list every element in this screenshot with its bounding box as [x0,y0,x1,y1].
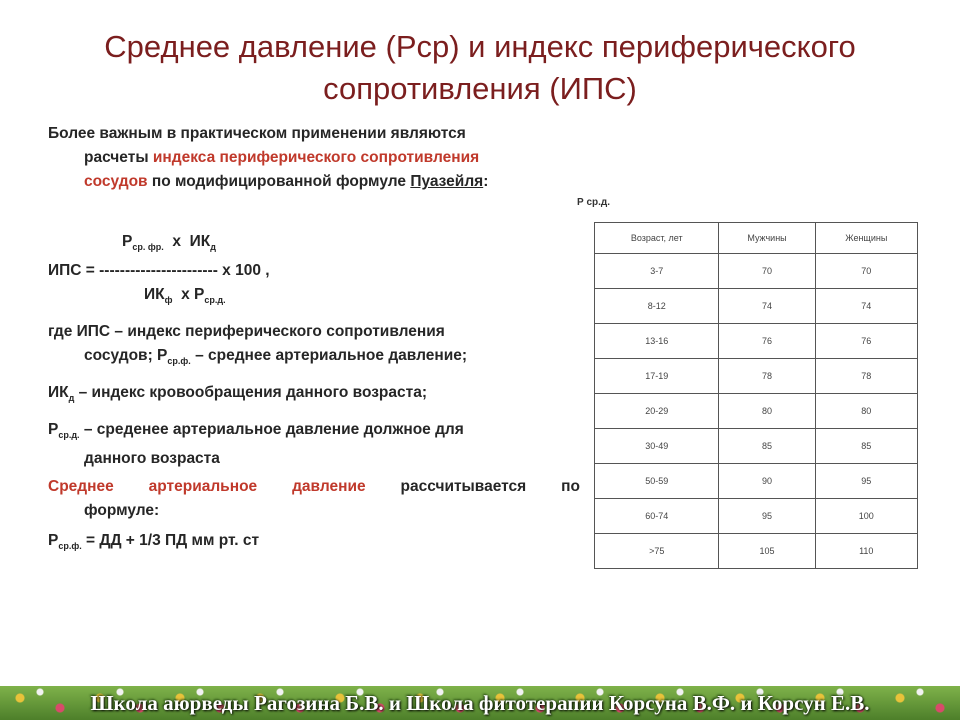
formula-symbol: ИК [144,286,165,304]
cell-age: 60-74 [595,499,719,534]
cell-men: 105 [719,534,815,569]
intro-highlight: индекса периферического сопротивления [152,149,480,166]
cell-age: 30-49 [595,429,719,464]
cell-men: 80 [719,394,815,429]
definition-symbol: Р [48,421,59,439]
intro-text: по модифицированной формуле [147,173,411,190]
definition-text: данного возраста [84,450,220,468]
header-men: Мужчины [719,223,815,254]
definition-text: – среденее артериальное давление должное для [79,421,464,439]
avg-highlight: Среднее [48,478,114,496]
definition-symbol: ИК [48,384,69,402]
cell-age: 3-7 [595,254,719,289]
avg-text: формуле: [84,502,160,520]
cell-women: 76 [815,324,917,359]
cell-men: 85 [719,429,815,464]
definition-text: сосудов; Р [84,347,168,365]
intro-highlight: сосудов [84,173,148,190]
table-row [595,289,918,324]
avg-line2 [48,499,580,523]
cell-women: 85 [815,429,917,464]
cell-women: 70 [815,254,917,289]
slide-title-line1: Среднее давление (Рср) и индекс периферического [104,29,856,64]
formula-text: = ДД + 1/3 ПД мм рт. ст [81,532,260,550]
table-header-row [595,223,918,254]
formula-subscript: ср.д. [204,295,226,306]
formula-subscript: д [210,242,216,253]
table-row [595,499,918,534]
avg-highlight: артериальное [148,478,258,496]
intro-line2 [48,146,580,170]
formula-subscript: ср.ф. [58,541,82,552]
formula-text: ИПС = ----------------------- х 100 , [48,262,270,280]
intro-text: расчеты [84,149,153,166]
cell-age: 13-16 [595,324,719,359]
avg-text: по [561,478,580,496]
cell-men: 78 [719,359,815,394]
header-age: Возраст, лет [595,223,719,254]
def-ips-line2 [48,344,580,373]
table-label: Р ср.д. [577,197,611,208]
cell-age: 17-19 [595,359,719,394]
table-row [595,394,918,429]
poiseuille-name: Пуазейля [410,173,484,190]
table-row [595,429,918,464]
formula-subscript: ср. фр. [132,242,164,253]
def-ik [48,381,580,410]
table-row [595,324,918,359]
slide-title [40,26,920,110]
definition-subscript: д [68,393,75,404]
def-ips-line1 [48,320,580,344]
table-row [595,534,918,569]
cell-women: 80 [815,394,917,429]
formula-numerator [48,230,580,259]
slide-body [48,122,580,559]
cell-women: 78 [815,359,917,394]
norm-pressure-table [594,222,918,569]
definition-text: где ИПС – индекс периферического сопротивления [48,323,445,341]
cell-women: 74 [815,289,917,324]
cell-men: 95 [719,499,815,534]
formula-symbol: Р [48,532,59,550]
cell-men: 70 [719,254,815,289]
avg-line1 [48,475,580,499]
final-formula [48,529,580,558]
formula-symbol: х ИК [163,233,211,250]
intro-line1 [48,122,580,146]
definition-text: – индекс кровообращения данного возраста; [74,384,427,402]
cell-age: 50-59 [595,464,719,499]
table-row [595,359,918,394]
cell-age: >75 [595,534,719,569]
intro-text: Более важным в практическом применении являются [48,125,466,142]
intro-text: : [483,173,489,190]
definition-text: – среднее артериальное давление; [190,347,468,365]
def-p-line2 [48,447,580,471]
intro-line3 [48,170,580,194]
cell-women: 95 [815,464,917,499]
footer-banner [0,686,960,720]
footer-text: Школа аюрведы Рагозина Б.В. и Школа фитотерапии Корсуна В.Ф. и Корсун Е.В. [90,691,870,715]
formula-symbol: х Р [172,286,205,304]
cell-men: 90 [719,464,815,499]
cell-men: 74 [719,289,815,324]
cell-women: 110 [815,534,917,569]
table-row [595,254,918,289]
formula-main-line [48,259,580,283]
formula-symbol: Р [122,233,133,250]
formula-denominator [48,283,580,312]
table-row [595,464,918,499]
cell-men: 76 [719,324,815,359]
header-women: Женщины [815,223,917,254]
formula-subscript: ф [164,295,173,306]
cell-age: 8-12 [595,289,719,324]
avg-text: рассчитывается [400,478,527,496]
definition-subscript: ср.ф. [167,356,191,367]
cell-women: 100 [815,499,917,534]
definition-subscript: ср.д. [58,430,80,441]
slide-title-line2: сопротивления (ИПС) [323,71,637,106]
avg-highlight: давление [292,478,366,496]
def-p-line1 [48,418,580,447]
cell-age: 20-29 [595,394,719,429]
